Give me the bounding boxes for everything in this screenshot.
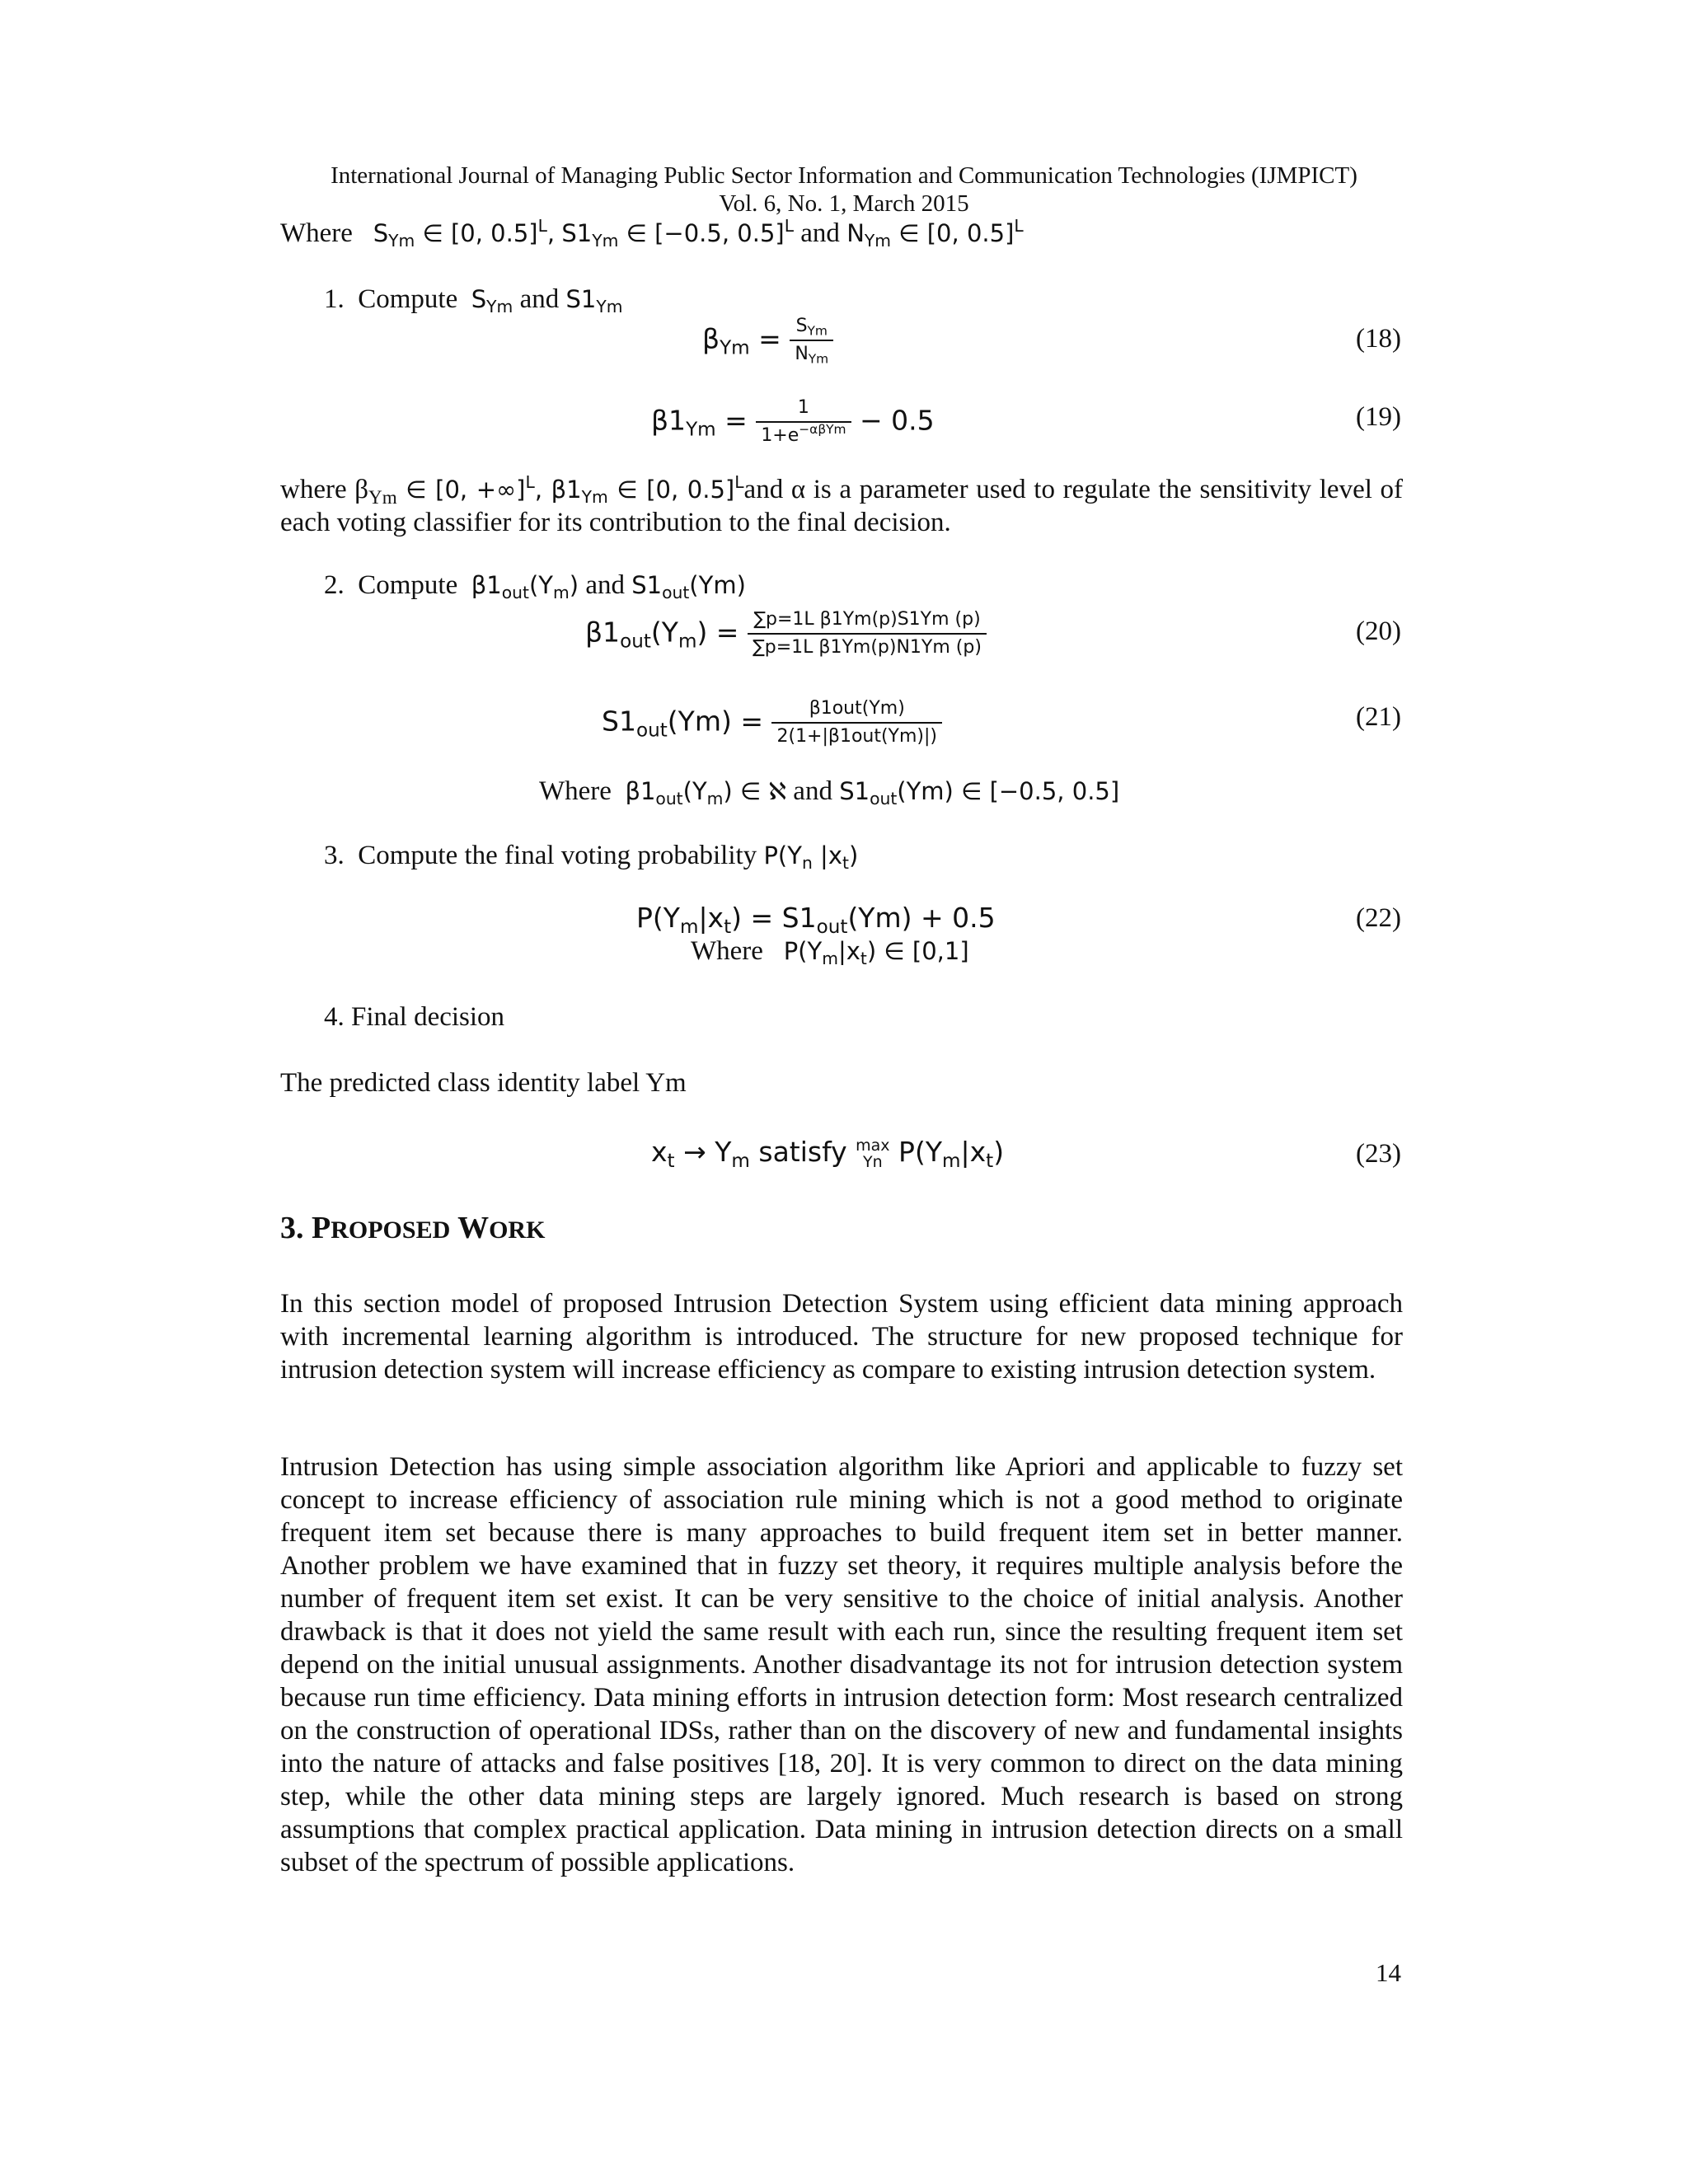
and-word: and [794,218,847,248]
equation-22: $P(Y_m|x_t) = S1_{out}(Ym) + 0.5$ [636,902,996,938]
equation-18: $\beta_{Ym}$ = $\frac{S_{Ym}}{N_{Ym}}$ [702,315,833,366]
step-2-label: 2. Compute [324,570,458,600]
range-s-ym: $S_{Ym}$ ∈ [0, 0.5]$^L$, [373,215,556,251]
where-ranges-line [280,217,1024,250]
equation-22-number: (22) [1356,903,1401,933]
range-s1-ym: $S1_{Ym}$ ∈ [−0.5, 0.5]$^L$ [561,215,795,251]
equation-21-number: (21) [1356,702,1401,732]
step-3-label: 3. Compute the final voting probability [324,841,757,870]
equation-21: $S1_{out}(Ym)$ = $\frac{\text{β1out(Ym)}}{\text{2(1+|β1out(Ym)|)}}$ [602,697,942,748]
where-word: Where [280,218,353,248]
equation-20: $\beta 1_{out}(Y_m)$ = $\frac{\text{∑p=1L β1Ym(p)S1Ym (p)}}{\text{∑p=1L β1Ym(p)N1Ym (p)}}$ [585,608,987,659]
equation-19-number: (19) [1356,402,1401,432]
predicted-label-text: The predicted class identity label Ym [280,1068,687,1098]
range-n-ym: $N_{Ym}$ ∈ [0, 0.5]$^L$ [846,215,1024,251]
volume-header: Vol. 6, No. 1, March 2015 [719,190,969,217]
equation-20-number: (20) [1356,616,1401,646]
step-1: 1. Compute $S_{Ym}$ and $S1_{Ym}$ [324,284,623,317]
section-heading: 3. PROPOSED WORK [280,1211,546,1245]
journal-header: International Journal of Managing Public Sector Information and Communication Technologies (IJMPICT) [331,162,1357,189]
step-1-label: 1. Compute [324,284,458,314]
paragraph-body: Intrusion Detection has using simple association algorithm like Apriori and applicable to fuzzy set concept to increase efficiency of association rule mining which is not a good method to originate frequent item set because there is many approaches to build frequent item set in better manner. Another problem we have examined that in fuzzy set theory, it requires multiple analysis before the number of frequent item set exist. It can be very sensitive to the choice of initial analysis. Another drawback is that it does not yield the same result with each run, since the resulting frequent item set depend on the initial unusual assignments. Another disadvantage its not for intrusion detection system because run time efficiency. Data mining efforts in intrusion detection form: Most research centralized on the construction of operational IDSs, rather than on the discovery of new and fundamental insights into the nature of attacks and false positives [18, 20]. It is very common to direct on the data mining step, while the other data mining steps are largely ignored. Much research is based on strong assumptions that complex practical application. Data mining in intrusion detection directs on a small subset of the spectrum of possible applications. [280,1452,1403,1877]
equation-23: $x_t \to Y_m$ satisfy max Yn $P(Y_m|x_t)$ [651,1136,1005,1172]
equation-23-number: (23) [1356,1139,1401,1169]
step-3: 3. Compute the final voting probability $P(Y_n$ $|x_t$) [324,841,859,874]
equation-21-where: Where $\beta 1_{out}(Y_m)$ ∈ ℵ and $S1_{out}(Ym)$ ∈ [−0.5, 0.5] [539,776,1120,809]
equation-22-where: Where $P(Y_m|x_t)$ ∈ [0,1] [691,936,969,969]
equation-18-number: (18) [1356,324,1401,354]
paragraph-intro: In this section model of proposed Intrusion Detection System using efficient data mining approach with incremental learning algorithm is introduced. The structure for new proposed technique for intrusion detection system will increase efficiency as compare to existing intrusion detection system. [280,1289,1403,1385]
step-2: 2. Compute $\beta 1_{out}(Y_m)$ and $S1_{out}(Ym)$ [324,570,746,603]
equation-19: $\beta 1_{Ym}$ = $\frac{1}{1+e^{-\alpha\beta Ym}}$ − 0.5 [651,397,935,446]
page-number: 14 [1376,1958,1401,1987]
step-1-math: $S_{Ym}$ [471,285,513,317]
step-4: 4. Final decision [324,1002,505,1032]
where-beta-paragraph: where $\beta_{Ym}$ ∈ [0, +∞]$^L$, $\beta 1_{Ym}$ ∈ [0, 0.5]$^L$and α is a parameter used to regulate the sensitivity level of each voting classifier for its contribution to the final decision. [280,471,1403,537]
